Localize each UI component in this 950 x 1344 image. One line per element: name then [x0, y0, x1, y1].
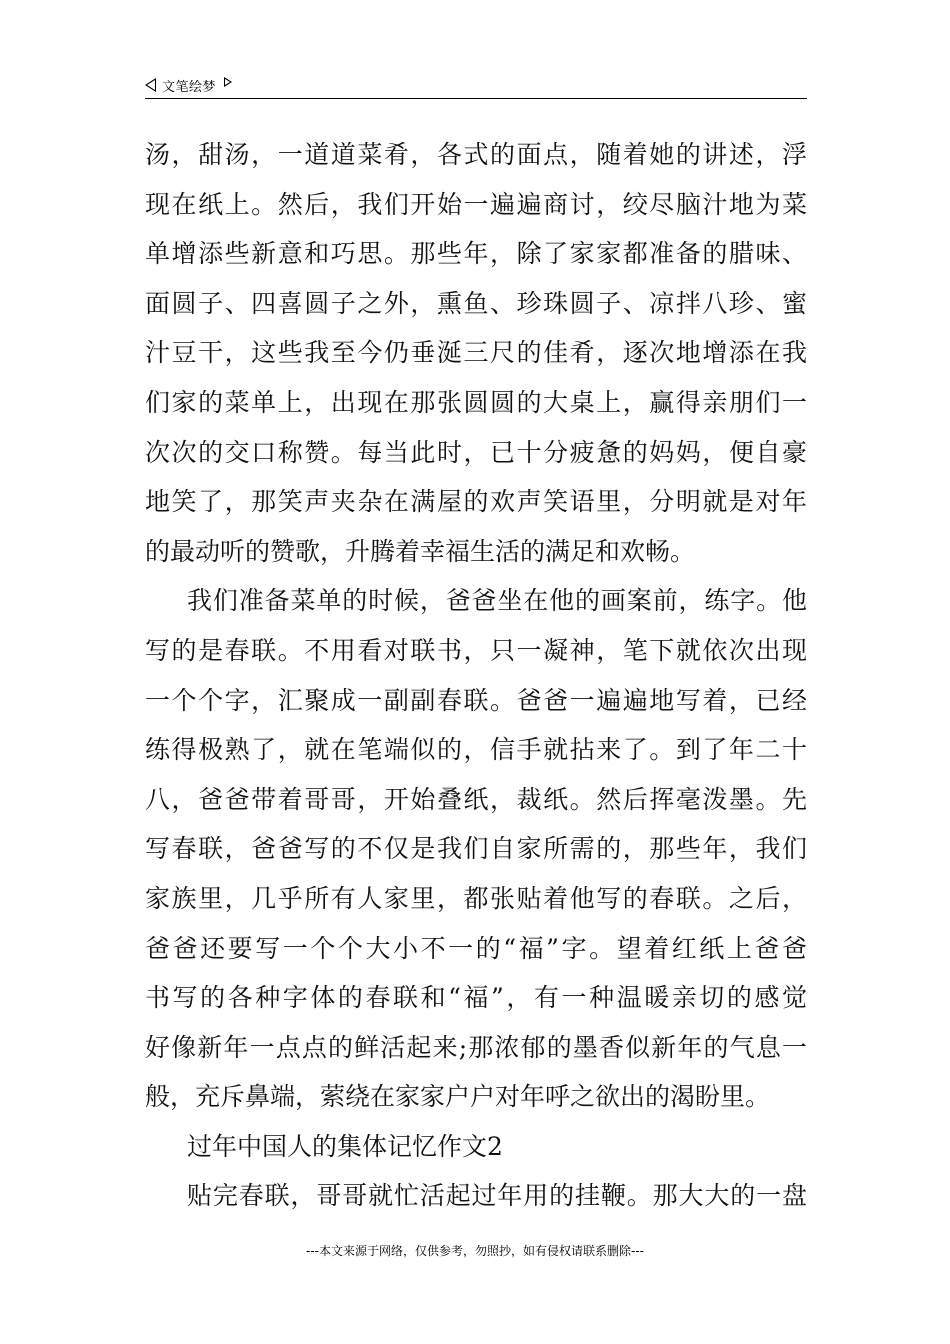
- text-line: 汁豆干，这些我至今仍垂涎三尺的佳肴，逐次地增添在我: [145, 338, 807, 368]
- text-line: 书写的各种字体的春联和“福”，有一种温暖亲切的感觉: [145, 983, 807, 1013]
- text-line: 好像新年一点点的鲜活起来;那浓郁的墨香似新年的气息一: [145, 1032, 807, 1062]
- text-line: 爸爸还要写一个个大小不一的“福”字。望着红纸上爸爸: [145, 933, 807, 963]
- page-header: [145, 72, 807, 99]
- text-line: 八，爸爸带着哥哥，开始叠纸，裁纸。然后挥毫泼墨。先: [145, 784, 807, 814]
- text-line: 地笑了，那笑声夹杂在满屋的欢声笑语里，分明就是对年: [145, 487, 807, 517]
- triangle-right-icon: [224, 77, 232, 87]
- text-line: 写春联，爸爸写的不仅是我们自家所需的，那些年，我们: [145, 834, 807, 864]
- text-line: 面圆子、四喜圆子之外，熏鱼、珍珠圆子、凉拌八珍、蜜: [145, 288, 807, 318]
- header-brand: 文笔绘梦: [162, 79, 217, 95]
- text-line: 一个个字，汇聚成一副副春联。爸爸一遍遍地写着，已经: [145, 685, 807, 715]
- text-line: 单增添些新意和巧思。那些年，除了家家都准备的腊味、: [145, 239, 807, 269]
- text-line: 们家的菜单上，出现在那张圆圆的大桌上，赢得亲朋们一: [145, 387, 807, 417]
- text-line: 写的是春联。不用看对联书，只一凝神，笔下就依次出现: [145, 635, 807, 665]
- text-line: 的最动听的赞歌，升腾着幸福生活的满足和欢畅。: [145, 536, 696, 566]
- section-heading: 过年中国人的集体记忆作文2: [187, 1131, 503, 1161]
- text-line: 般，充斥鼻端，萦绕在家家户户对年呼之欲出的渴盼里。: [145, 1082, 771, 1112]
- document-body: [145, 130, 807, 1221]
- text-line: 汤，甜汤，一道道菜肴，各式的面点，随着她的讲述，浮: [145, 140, 807, 169]
- text-line: 练得极熟了，就在笔端似的，信手就拈来了。到了年二十: [145, 735, 807, 765]
- text-line: 家族里，几乎所有人家里，都张贴着他写的春联。之后，: [145, 883, 807, 913]
- triangle-left-icon: [145, 78, 156, 92]
- page-footer: ---本文来源于网络，仅供参考，勿照抄，如有侵权请联系删除---: [306, 1244, 644, 1258]
- text-line: 现在纸上。然后，我们开始一遍遍商讨，绞尽脑汁地为菜: [145, 189, 807, 219]
- text-line: 贴完春联，哥哥就忙活起过年用的挂鞭。那大大的一盘: [187, 1181, 807, 1211]
- text-line: 次次的交口称赞。每当此时，已十分疲惫的妈妈，便自豪: [145, 437, 807, 467]
- text-line: 我们准备菜单的时候，爸爸坐在他的画案前，练字。他: [187, 586, 807, 616]
